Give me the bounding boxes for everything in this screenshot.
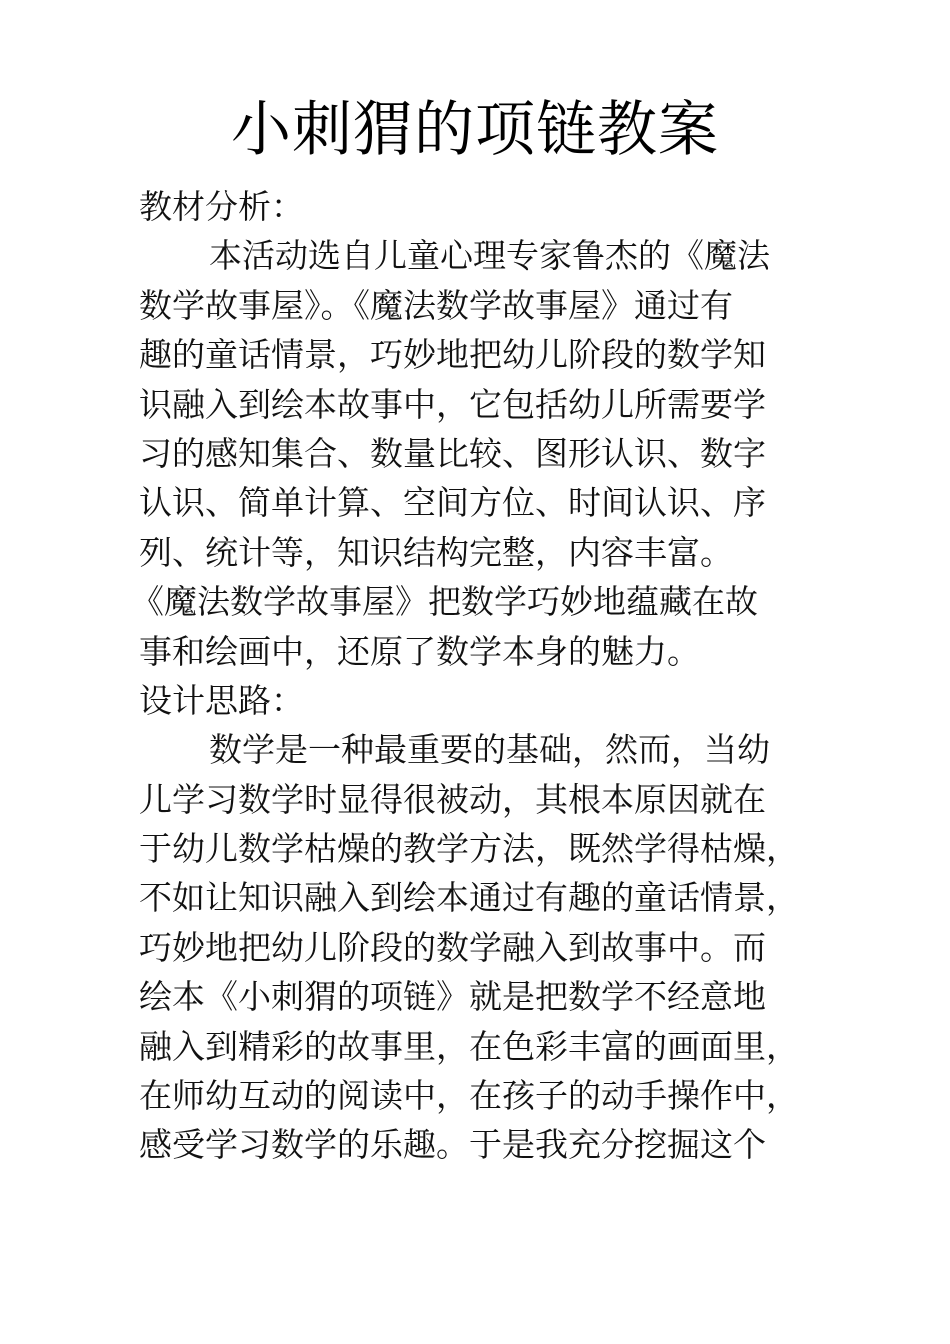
paragraph-line: 趣的童话情景，巧妙地把幼儿阶段的数学知: [139, 335, 766, 375]
paragraph-line: 事和绘画中，还原了数学本身的魅力。: [139, 631, 700, 671]
paragraph-line: 绘本《小刺猬的项链》就是把数学不经意地: [139, 977, 766, 1017]
paragraph-line: 不如让知识融入到绘本通过有趣的童话情景，: [139, 878, 799, 918]
paragraph-line: 《魔法数学故事屋》把数学巧妙地蕴藏在故: [131, 582, 758, 622]
section-heading-design-idea: 设计思路：: [139, 680, 304, 720]
paragraph-line: 数学是一种最重要的基础，然而，当幼: [209, 730, 770, 770]
paragraph-line: 儿学习数学时显得很被动，其根本原因就在: [139, 779, 766, 819]
paragraph-line: 感受学习数学的乐趣。于是我充分挖掘这个: [139, 1125, 766, 1165]
paragraph-line: 识融入到绘本故事中，它包括幼儿所需要学: [139, 384, 766, 424]
section-heading-material-analysis: 教材分析：: [139, 187, 304, 226]
document-body: [131, 182, 829, 1170]
paragraph-line: 认识、简单计算、空间方位、时间认识、序: [139, 483, 766, 523]
document-title: 小刺猬的项链教案: [231, 95, 719, 165]
paragraph-line: 习的感知集合、数量比较、图形认识、数字: [139, 433, 766, 473]
paragraph-line: 数学故事屋》。《魔法数学故事屋》通过有: [139, 285, 733, 325]
paragraph-line: 本活动选自儿童心理专家鲁杰的《魔法: [209, 236, 770, 276]
paragraph-line: 列、统计等，知识结构完整，内容丰富。: [139, 532, 733, 572]
paragraph-line: 巧妙地把幼儿阶段的数学融入到故事中。而: [139, 927, 766, 967]
paragraph-line: 融入到精彩的故事里，在色彩丰富的画面里，: [139, 1026, 799, 1066]
paragraph-line: 于幼儿数学枯燥的教学方法，既然学得枯燥，: [139, 829, 799, 869]
paragraph-line: 在师幼互动的阅读中，在孩子的动手操作中，: [139, 1076, 799, 1116]
